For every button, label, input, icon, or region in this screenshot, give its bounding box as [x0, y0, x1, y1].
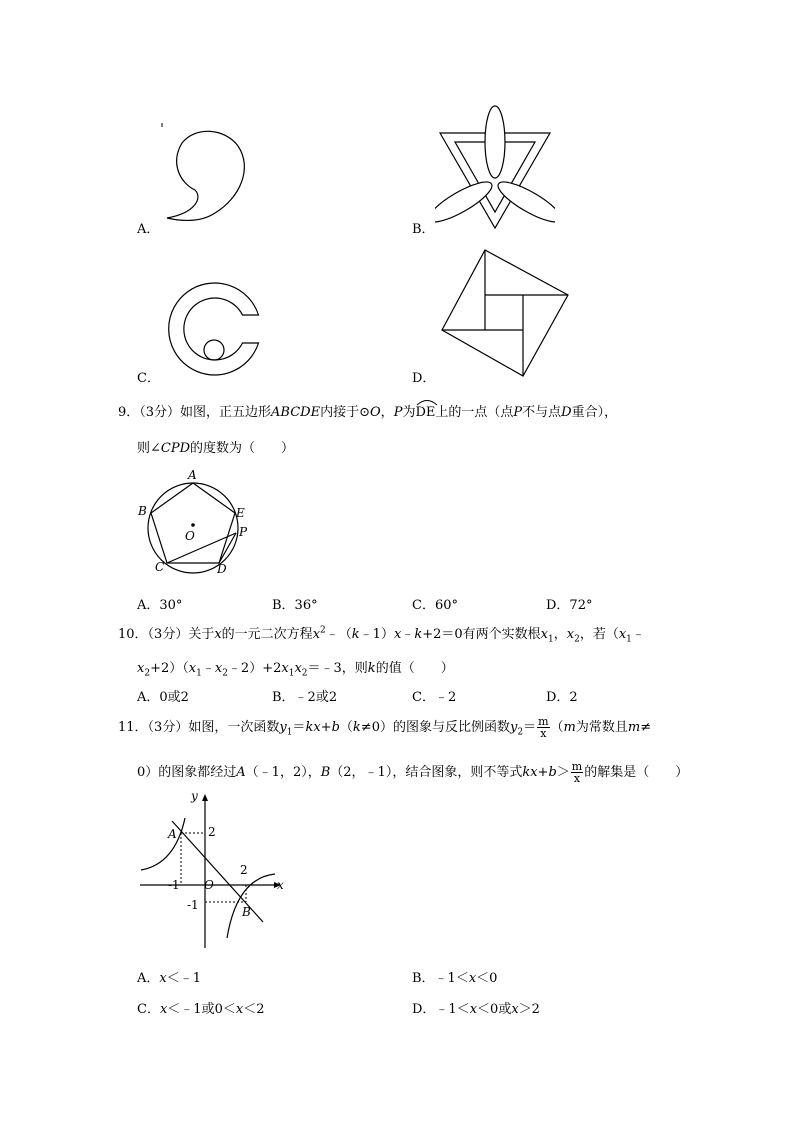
- svg-text:2: 2: [240, 863, 248, 877]
- q10-stem-line2: $x_2+2)(x_1﹣x_2﹣2)+2x_1x_2=﹣3$，则k的值（ ）: [137, 661, 454, 679]
- svg-text:x: x: [277, 878, 284, 892]
- fraction-m-over-x-2: $\frac{m}{x}$: [571, 760, 583, 785]
- figure-d-square-pinwheel: [438, 246, 573, 381]
- arc-de-symbol: DE: [415, 405, 435, 420]
- q11-option-d[interactable]: D．﹣1＜x＜0或x＞2: [412, 1002, 540, 1017]
- q10-option-d[interactable]: D．2: [546, 690, 578, 705]
- q9-option-d[interactable]: D．72°: [546, 598, 593, 613]
- q11-option-c[interactable]: C．x＜﹣1或0＜x＜2: [137, 1002, 265, 1017]
- svg-text:-1: -1: [187, 898, 199, 912]
- q8-option-b[interactable]: B．: [412, 222, 435, 237]
- q10-stem: 10．（3分）关于x的一元二次方程$x^2﹣(k﹣1)x﹣k+2=0$有两个实数根$x_1$，$x_2$，若（$x_1﹣$: [118, 625, 645, 645]
- svg-text:A: A: [188, 468, 197, 482]
- figure-b-triangle-petals: [435, 100, 555, 230]
- q11-stem-line2: 0）的图象都经过A（﹣1，2），B（2，﹣1），结合图象，则不等式kx+b＞ $\frac{m}{x}$ 的解集是（ ）: [137, 760, 689, 785]
- svg-text:O: O: [204, 878, 214, 892]
- svg-text:B: B: [138, 504, 147, 518]
- q8-option-d[interactable]: D．: [412, 371, 436, 386]
- svg-text:-1: -1: [168, 878, 180, 892]
- q9-option-b[interactable]: B．36°: [272, 598, 318, 613]
- q9-stem-line2: 则∠CPD的度数为（ ）: [137, 441, 295, 456]
- q10-option-a[interactable]: A．0或2: [137, 690, 189, 705]
- svg-text:B: B: [242, 905, 251, 919]
- q10-option-b[interactable]: B．﹣2或2: [272, 690, 338, 705]
- q10-option-c[interactable]: C．﹣2: [412, 690, 457, 705]
- svg-text:2: 2: [208, 825, 216, 839]
- q9-option-c[interactable]: C．60°: [412, 598, 458, 613]
- q8-option-c[interactable]: C．: [137, 371, 160, 386]
- q11-option-a[interactable]: A．x＜﹣1: [137, 971, 202, 986]
- figure-a-comma-shape: [155, 118, 255, 233]
- figure-c-ring-circle: [160, 280, 270, 380]
- q11-stem: 11．（3分）如图，一次函数$y_1=kx+b(k\ne 0)$的图象与反比例函数$y_2=$ $\frac{m}{x}$ （m为常数且m≠: [118, 715, 652, 740]
- q9-option-a[interactable]: A．30°: [137, 598, 183, 613]
- q11-function-graph: [135, 788, 290, 958]
- svg-text:C: C: [155, 560, 165, 574]
- q11-option-b[interactable]: B．﹣1＜x＜0: [412, 971, 498, 986]
- svg-text:D: D: [217, 562, 227, 576]
- svg-text:y: y: [191, 789, 198, 803]
- svg-text:P: P: [239, 525, 248, 539]
- q9-pentagon-figure: [135, 465, 255, 577]
- svg-text:O: O: [185, 529, 195, 543]
- svg-text:A: A: [168, 827, 177, 841]
- fraction-m-over-x: $\frac{m}{x}$: [538, 715, 549, 740]
- q8-option-a[interactable]: A．: [137, 222, 160, 237]
- svg-text:E: E: [236, 506, 245, 520]
- q9-stem: 9．（3分）如图，正五边形ABCDE内接于⊙O，P为 DE上的一点（点P不与点D重合），: [118, 401, 617, 420]
